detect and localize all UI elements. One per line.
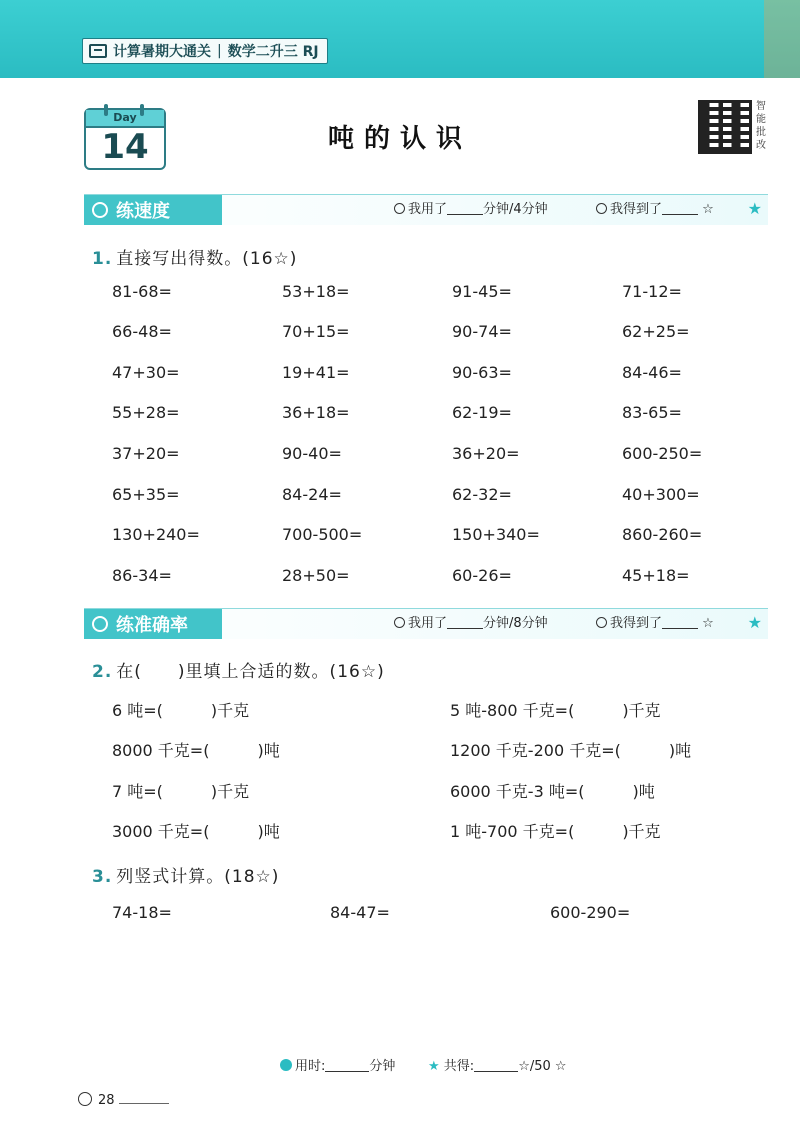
problem[interactable]: 150+340= [452, 525, 540, 544]
score-prefix: 我得到了 [610, 616, 663, 631]
question-number: 1. [92, 249, 113, 269]
footer-time-label: 用时: [295, 1059, 326, 1074]
section-label [84, 195, 222, 225]
qr-code-icon[interactable] [698, 100, 752, 154]
score-suffix: ☆ [702, 202, 714, 217]
page-number [78, 1092, 169, 1108]
vertical-problem[interactable]: 600-290= [550, 903, 631, 922]
question-2-title [92, 657, 385, 682]
problem[interactable]: 860-260= [622, 525, 703, 544]
problem[interactable]: 60-26= [452, 566, 512, 585]
check-icon [596, 203, 607, 214]
fill-item[interactable]: 7 吨=( )千克 [112, 782, 250, 801]
score-suffix: ☆ [702, 616, 714, 631]
time-prefix: 我用了 [408, 616, 448, 631]
time-suffix: 分钟/8分钟 [483, 616, 548, 631]
footer-total [428, 1055, 567, 1074]
calendar-ring-icon [140, 104, 144, 116]
problem[interactable]: 71-12= [622, 282, 682, 301]
time-prefix: 我用了 [408, 202, 448, 217]
footer-time-blank[interactable] [325, 1059, 369, 1072]
problem[interactable]: 40+300= [622, 485, 700, 504]
problem[interactable]: 45+18= [622, 566, 690, 585]
book-tag [82, 38, 328, 64]
clock-icon [394, 617, 405, 628]
fill-item[interactable]: 8000 千克=( )吨 [112, 741, 280, 760]
footer-time-unit: 分钟 [369, 1059, 396, 1074]
footer-time [280, 1055, 395, 1074]
time-used [394, 609, 548, 639]
score-got [596, 195, 714, 225]
problem[interactable]: 84-46= [622, 363, 682, 382]
divider [119, 1103, 169, 1104]
page-fold [764, 0, 800, 78]
problem[interactable]: 91-45= [452, 282, 512, 301]
question-text: 列竖式计算。(18☆) [116, 867, 280, 887]
vertical-problem[interactable]: 74-18= [112, 903, 172, 922]
problem[interactable]: 66-48= [112, 322, 172, 341]
fill-item[interactable]: 6000 千克-3 吨=( )吨 [450, 782, 655, 801]
check-icon [596, 617, 607, 628]
problem[interactable]: 81-68= [112, 282, 172, 301]
star-icon: ★ [428, 1059, 440, 1074]
book-subject: 数学二升三 RJ [227, 44, 319, 60]
problem[interactable]: 700-500= [282, 525, 363, 544]
question-text: 直接写出得数。(16☆) [116, 249, 298, 269]
problem[interactable]: 90-63= [452, 363, 512, 382]
vertical-problem[interactable]: 84-47= [330, 903, 390, 922]
problem[interactable]: 83-65= [622, 403, 682, 422]
stars-icon: ★ [747, 199, 762, 218]
target-icon [92, 616, 108, 632]
time-used [394, 195, 548, 225]
problem[interactable]: 90-40= [282, 444, 342, 463]
stars-icon: ★ [747, 613, 762, 632]
section-label-text: 练准确率 [116, 615, 188, 636]
problem[interactable]: 62-19= [452, 403, 512, 422]
section-bar-speed [84, 194, 768, 225]
score-got [596, 609, 714, 639]
problem[interactable]: 55+28= [112, 403, 180, 422]
question-3-title [92, 862, 279, 887]
footer-total-label: 共得: [443, 1059, 475, 1074]
problem[interactable]: 36+18= [282, 403, 350, 422]
problem[interactable]: 28+50= [282, 566, 350, 585]
problem[interactable]: 62-32= [452, 485, 512, 504]
time-suffix: 分钟/4分钟 [483, 202, 548, 217]
section-bar-accuracy [84, 608, 768, 639]
day-number: 14 [101, 127, 149, 167]
calendar-ring-icon [104, 104, 108, 116]
problem[interactable]: 62+25= [622, 322, 690, 341]
sun-icon [78, 1092, 92, 1106]
question-text: 在( )里填上合适的数。(16☆) [116, 662, 385, 682]
question-1-title [92, 244, 297, 269]
question-number: 3. [92, 867, 113, 887]
problem[interactable]: 53+18= [282, 282, 350, 301]
question-number: 2. [92, 662, 113, 682]
footer-total-blank[interactable] [474, 1059, 518, 1072]
clock-icon [394, 203, 405, 214]
clock-icon [280, 1059, 292, 1071]
stopwatch-icon [92, 202, 108, 218]
day-label: Day [86, 110, 164, 128]
problem[interactable]: 86-34= [112, 566, 172, 585]
section-label-text: 练速度 [116, 201, 170, 222]
problem[interactable]: 600-250= [622, 444, 703, 463]
score-prefix: 我得到了 [610, 202, 663, 217]
fill-item[interactable]: 1 吨-700 千克=( )千克 [450, 822, 661, 841]
header-separator: | [217, 43, 222, 59]
fill-item[interactable]: 5 吨-800 千克=( )千克 [450, 701, 661, 720]
problem[interactable]: 130+240= [112, 525, 200, 544]
book-icon [89, 44, 107, 58]
problem[interactable]: 19+41= [282, 363, 350, 382]
problem[interactable]: 36+20= [452, 444, 520, 463]
problem[interactable]: 70+15= [282, 322, 350, 341]
problem[interactable]: 47+30= [112, 363, 180, 382]
problem[interactable]: 37+20= [112, 444, 180, 463]
problem[interactable]: 65+35= [112, 485, 180, 504]
time-blank[interactable] [447, 202, 483, 215]
score-blank[interactable] [662, 202, 698, 215]
section-label [84, 609, 222, 639]
fill-item[interactable]: 3000 千克=( )吨 [112, 822, 280, 841]
time-blank[interactable] [447, 616, 483, 629]
problem[interactable]: 84-24= [282, 485, 342, 504]
page-number-text: 28 [98, 1093, 115, 1108]
fill-item[interactable]: 1200 千克-200 千克=( )吨 [450, 741, 692, 760]
score-blank[interactable] [662, 616, 698, 629]
page-title: 吨的认识 [327, 124, 472, 154]
book-title: 计算暑期大通关 [113, 44, 211, 60]
problem[interactable]: 90-74= [452, 322, 512, 341]
fill-item[interactable]: 6 吨=( )千克 [112, 701, 250, 720]
qr-caption: 智能批改 [756, 101, 766, 151]
footer-total-suffix: ☆/50 ☆ [518, 1059, 567, 1074]
